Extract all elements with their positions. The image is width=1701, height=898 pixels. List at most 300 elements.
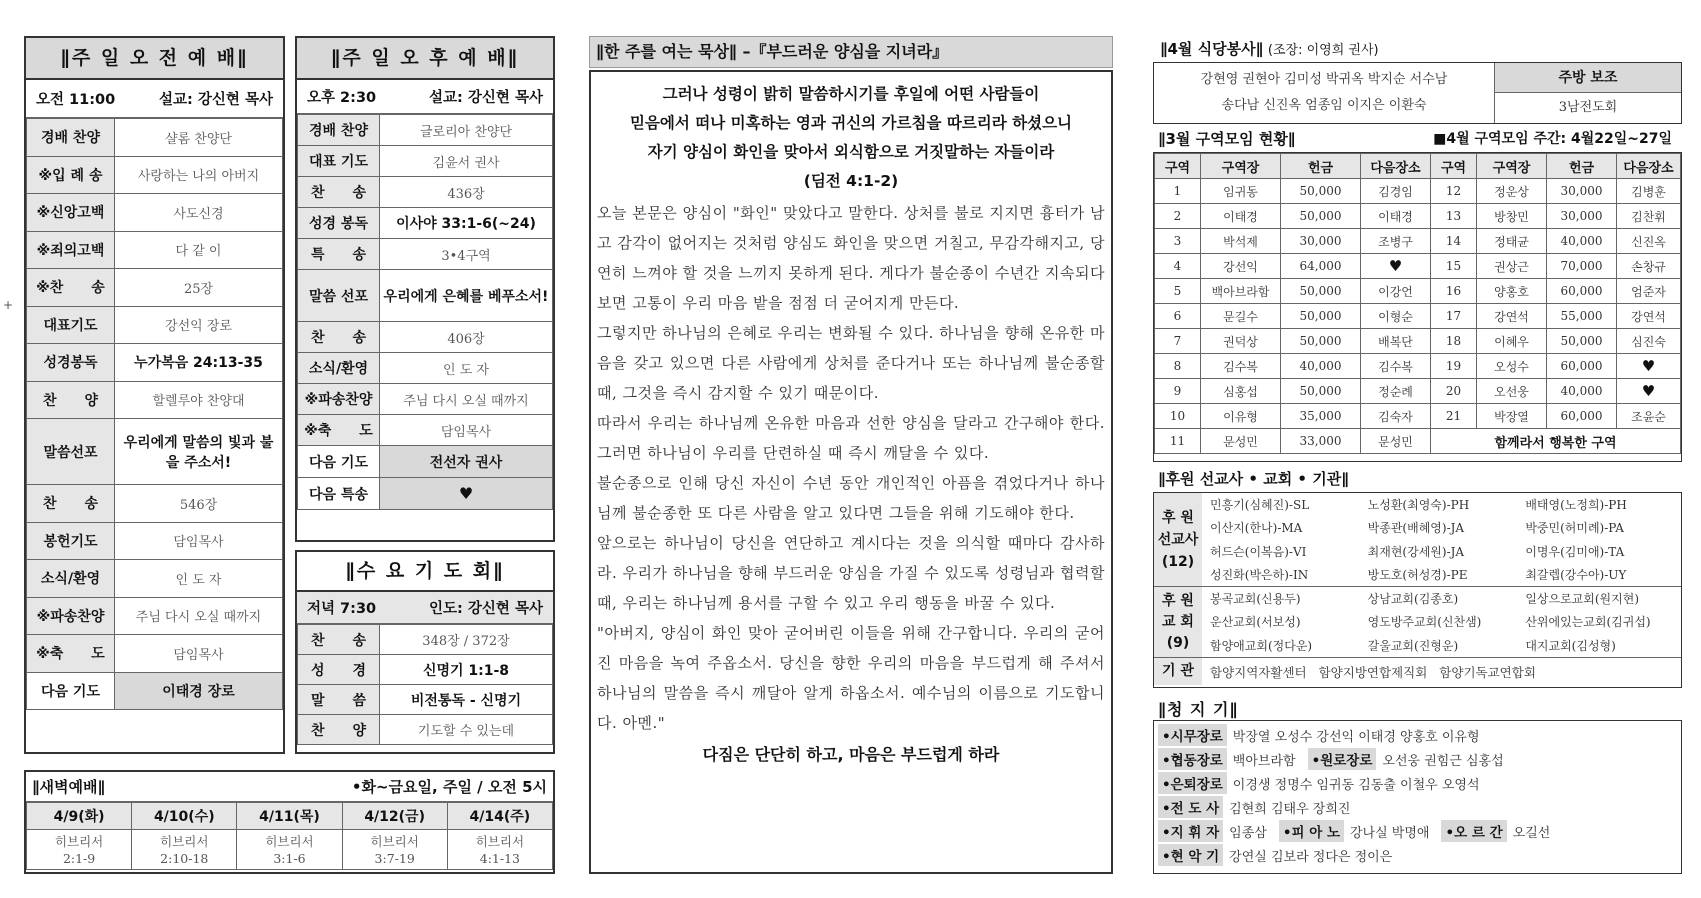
morning-order-value: 담임목사 (115, 635, 283, 673)
missionary-row (1208, 493, 1681, 516)
dawn-date: 4/12(금) (342, 803, 447, 830)
scripture-line: 믿음에서 떠나 미혹하는 영과 귀신의 가르침을 따르리라 하셨으니 (629, 114, 1073, 132)
district-cell: 55,000 (1547, 304, 1617, 329)
district-cell: 50,000 (1281, 379, 1361, 404)
org-label: 기 관 (1154, 658, 1202, 685)
morning-order-value: 사랑하는 나의 아버지 (115, 156, 283, 194)
district-cell: 정순례 (1361, 379, 1431, 404)
district-cell: 김병훈 (1617, 179, 1681, 204)
morning-order-label: ※신앙고백 (27, 194, 115, 232)
wednesday-title: ∥수 요 기 도 회∥ (297, 552, 553, 592)
staff-row (1158, 747, 1677, 771)
district-cell: 40,000 (1547, 229, 1617, 254)
district-cell: 조병구 (1361, 229, 1431, 254)
dawn-reading (237, 830, 342, 870)
district-cell: 권상근 (1477, 254, 1547, 279)
district-cell: 박석제 (1201, 229, 1281, 254)
district-cell: 임귀동 (1201, 179, 1281, 204)
district-cell: 18 (1431, 329, 1477, 354)
church-entry: 산위에있는교회(김귀섭) (1525, 615, 1651, 630)
meditation-paragraph: 오늘 본문은 양심이 "화인" 맞았다고 말한다. 상처를 불로 지지면 흉터가 남고 감각이 없어지는 것처럼 양심도 화인을 맞으면 거칠고, 무감각해지고, 당연히 느껴야 할 것을 느끼지 못하게 된다. 게다가 불순종이 수년간 지속되다 보면 고통이 우리 마음 밭을 점점 더 굳어지게 만든다. (597, 204, 1105, 312)
dawn-verse: 3:1-6 (273, 850, 306, 866)
district-cell: 이강언 (1361, 279, 1431, 304)
district-cell: 배복단 (1361, 329, 1431, 354)
missionary-entry: 배태영(노정희)-PH (1525, 498, 1627, 513)
support-panel (1153, 492, 1682, 688)
district-header-cell: 헌금 (1281, 154, 1361, 179)
district-header (1158, 128, 1682, 149)
district-cell: 13 (1431, 204, 1477, 229)
afternoon-worship-panel (295, 36, 555, 542)
support-title: ∥후원 선교사 • 교회 • 기관∥ (1158, 470, 1349, 488)
district-header-cell: 다음장소 (1617, 154, 1681, 179)
staff-names: 오길선 (1512, 825, 1551, 841)
staff-names: 이경생 정명수 임귀동 김동출 이철우 오영석 (1232, 777, 1480, 793)
district-cell: 16 (1431, 279, 1477, 304)
district-cell: 60,000 (1547, 279, 1617, 304)
dawn-date: 4/14(주) (447, 803, 552, 830)
meditation-closing: 다짐은 단단히 하고, 마음은 부드럽게 하라 (702, 745, 1000, 764)
kitchen-assist-value: 3남전도회 (1558, 100, 1618, 115)
district-row (1155, 254, 1681, 279)
church-entry: 운산교회(서보성) (1210, 615, 1301, 630)
district-row (1155, 279, 1681, 304)
district-cell: 강선익 (1201, 254, 1281, 279)
district-cell: 김찬휘 (1617, 204, 1681, 229)
church-entry: 일상으로교회(원지현) (1525, 592, 1640, 607)
morning-time: 오전 11:00 (36, 92, 116, 108)
afternoon-order-value: 김윤서 권사 (380, 146, 553, 177)
dawn-schedule: •화~금요일, 주일 / 오전 5시 (351, 778, 547, 796)
staff-row (1158, 723, 1677, 747)
afternoon-order-label: 찬 송 (298, 322, 380, 353)
morning-order-value: 담임목사 (115, 522, 283, 560)
dawn-reading (27, 830, 132, 870)
district-note: 함께라서 행복한 구역 (1431, 429, 1681, 454)
district-cell: 이형순 (1361, 304, 1431, 329)
district-cell: 이태경 (1361, 204, 1431, 229)
staff-role: •원로장로 (1308, 748, 1377, 770)
district-cell: 50,000 (1281, 179, 1361, 204)
district-cell: 70,000 (1547, 254, 1617, 279)
district-header-cell: 구역 (1431, 154, 1477, 179)
staff-role: •피 아 노 (1279, 820, 1344, 842)
afternoon-order-row (298, 177, 553, 208)
afternoon-order-value: 436장 (380, 177, 553, 208)
missionary-entry: 박중민(허미례)-PA (1525, 521, 1624, 536)
kitchen-assist (1495, 63, 1681, 123)
kitchen-names (1154, 63, 1495, 123)
district-row (1155, 204, 1681, 229)
district-cell: 30,000 (1281, 229, 1361, 254)
district-row (1155, 379, 1681, 404)
morning-order-label: 찬 송 (27, 485, 115, 523)
afternoon-order-label: 경배 찬양 (298, 115, 380, 146)
missionary-entry: 최재현(강세원)-JA (1367, 544, 1465, 559)
morning-order-label: 경배 찬양 (27, 119, 115, 157)
morning-order-row (27, 119, 283, 157)
staff-names: 김현희 김태우 장희진 (1229, 801, 1351, 817)
wednesday-order-row (298, 625, 553, 655)
morning-order-row (27, 156, 283, 194)
afternoon-order-value: 담임목사 (380, 415, 553, 446)
wednesday-order-label: 성 경 (298, 655, 380, 685)
district-cell: 권덕상 (1201, 329, 1281, 354)
missionary-label: 후 원 선교사 (12) (1154, 493, 1202, 586)
district-cell: 33,000 (1281, 429, 1361, 454)
kitchen-panel (1153, 62, 1682, 124)
missionary-entry: 이명우(김미애)-TA (1525, 544, 1625, 559)
district-cell: 2 (1155, 204, 1201, 229)
district-cell: 50,000 (1281, 329, 1361, 354)
district-cell: 이유형 (1201, 404, 1281, 429)
wednesday-order-value: 기도할 수 있는데 (380, 715, 553, 745)
morning-preacher: 설교: 강신현 목사 (159, 92, 273, 108)
dawn-book: 히브리서 (475, 833, 525, 849)
afternoon-order-row (298, 384, 553, 415)
wednesday-prayer-panel (295, 550, 555, 754)
afternoon-order-label: ※파송찬양 (298, 384, 380, 415)
meditation-paragraph: 그렇지만 하나님의 은혜로 우리는 변화될 수 있다. 하나님을 향해 온유한 마음을 갖고 있으면 다른 사람에게 상처를 준다거나 또는 하나님께 불순종할 때, 그것을 즉시 감지할 수 있기 때문이다. (597, 324, 1105, 402)
staff-names: 임종삼 (1229, 825, 1267, 841)
church-row (1208, 587, 1681, 610)
district-cell: 문성민 (1361, 429, 1431, 454)
morning-order-value: 할렐루야 찬양대 (115, 381, 283, 419)
kitchen-names-line1: 강현영 권현아 김미성 박귀옥 박지순 서수남 (1200, 72, 1448, 87)
kitchen-assist-label: 주방 보조 (1495, 63, 1681, 93)
afternoon-order-label: 소식/환영 (298, 353, 380, 384)
next-special-label: 다음 특송 (298, 478, 380, 510)
meditation-scripture (591, 72, 1111, 196)
afternoon-order-label: 찬 송 (298, 177, 380, 208)
afternoon-order-row (298, 208, 553, 239)
afternoon-time: 오후 2:30 (307, 90, 377, 106)
missionary-row (1208, 563, 1681, 586)
wednesday-order-label: 찬 송 (298, 625, 380, 655)
morning-order-label: ※입 례 송 (27, 156, 115, 194)
afternoon-order-value: 주님 다시 오실 때까지 (380, 384, 553, 415)
district-header-cell: 다음장소 (1361, 154, 1431, 179)
staff-names: 오선웅 권힘근 심홍섭 (1382, 753, 1504, 769)
district-cell: 김수복 (1361, 354, 1431, 379)
district-cell: 신진옥 (1617, 229, 1681, 254)
morning-order-label: 대표기도 (27, 306, 115, 344)
church-table (1208, 587, 1681, 657)
morning-order-label: 말씀선포 (27, 419, 115, 485)
district-cell: 정운상 (1477, 179, 1547, 204)
morning-order-label: 소식/환영 (27, 560, 115, 598)
margin-mark: + (3, 298, 14, 312)
district-last-row (1155, 429, 1681, 454)
afternoon-worship-time-row (297, 80, 553, 114)
church-entry: 갈울교회(진형운) (1367, 638, 1459, 653)
wednesday-order-row (298, 655, 553, 685)
org-entry: 함양지역자활센터 (1210, 664, 1307, 680)
staff-title: ∥청 지 기∥ (1158, 700, 1239, 719)
morning-order-row (27, 194, 283, 232)
district-cell: 김수복 (1201, 354, 1281, 379)
afternoon-order-row (298, 270, 553, 322)
morning-order-value: 강선익 장로 (115, 306, 283, 344)
district-cell: 40,000 (1547, 379, 1617, 404)
afternoon-order-value: 우리에게 은혜를 베푸소서! (380, 270, 553, 322)
district-period: ■4월 구역모임 주간: 4월22일~27일 (1433, 131, 1672, 147)
district-header-cell: 구역장 (1477, 154, 1547, 179)
missionary-entry: 최갈렙(강수아)-UY (1525, 567, 1627, 582)
org-section (1154, 658, 1681, 685)
district-cell: 11 (1155, 429, 1201, 454)
morning-order-row (27, 231, 283, 269)
district-cell: 20 (1431, 379, 1477, 404)
missionary-section (1154, 493, 1681, 587)
meditation-panel (589, 70, 1113, 874)
church-entry: 대지교회(김성형) (1525, 638, 1616, 653)
district-cell: 7 (1155, 329, 1201, 354)
morning-order-value: 샬롬 찬양단 (115, 119, 283, 157)
dawn-reading (447, 830, 552, 870)
missionary-entry: 이산지(한나)-MA (1210, 521, 1303, 536)
staff-row (1158, 843, 1677, 867)
afternoon-order-label: 성경 봉독 (298, 208, 380, 239)
dawn-verse: 3:7-19 (374, 850, 415, 866)
district-cell: 문길수 (1201, 304, 1281, 329)
district-cell: 30,000 (1547, 179, 1617, 204)
wednesday-order-value: 신명기 1:1-8 (380, 655, 553, 685)
morning-order-label: 찬 양 (27, 381, 115, 419)
morning-next-prayer-row (27, 672, 283, 710)
district-cell: 6 (1155, 304, 1201, 329)
church-entry: 봉곡교회(신용두) (1210, 592, 1301, 607)
staff-panel (1153, 720, 1682, 874)
meditation-paragraph: 앞으로는 하나님이 당신을 연단하고 계시다는 것을 의식할 때마다 감사하라. 우리가 하나님을 향해 부드러운 양심을 가질 수 있도록 성령님과 협력할 때, 우리는 하나님께 용서를 구할 수 있고 우리 행동을 바꿀 수 있다. (597, 534, 1105, 612)
scripture-line: 그러나 성령이 밝히 말씀하시기를 후일에 어떤 사람들이 (662, 85, 1040, 103)
district-cell: 조윤순 (1617, 404, 1681, 429)
district-cell: 30,000 (1547, 204, 1617, 229)
district-row (1155, 304, 1681, 329)
morning-order-row (27, 419, 283, 485)
kitchen-header (1160, 38, 1379, 59)
staff-role: •지 휘 자 (1158, 820, 1223, 842)
afternoon-order-value: 406장 (380, 322, 553, 353)
church-row (1208, 634, 1681, 657)
afternoon-order-row (298, 239, 553, 270)
meditation-title (589, 36, 1113, 68)
morning-order-label: 성경봉독 (27, 344, 115, 382)
morning-order-row (27, 560, 283, 598)
district-cell: 50,000 (1281, 279, 1361, 304)
district-cell: 백아브라함 (1201, 279, 1281, 304)
afternoon-order-row (298, 415, 553, 446)
district-row (1155, 404, 1681, 429)
district-cell: 40,000 (1281, 354, 1361, 379)
missionary-entry: 민흥기(심혜진)-SL (1210, 498, 1310, 513)
church-section (1154, 587, 1681, 658)
afternoon-order-label: 대표 기도 (298, 146, 380, 177)
church-row (1208, 610, 1681, 633)
church-entry: 상남교회(김종호) (1367, 592, 1459, 607)
district-cell: 정태균 (1477, 229, 1547, 254)
district-cell: ♥ (1617, 354, 1681, 379)
missionary-entry: 성진화(박은하)-IN (1210, 567, 1309, 582)
dawn-table (26, 802, 553, 870)
morning-order-value: 사도신경 (115, 194, 283, 232)
district-header-cell: 헌금 (1547, 154, 1617, 179)
morning-order-label: 봉헌기도 (27, 522, 115, 560)
meditation-title-text: ∥한 주를 여는 묵상∥ –『부드러운 양심을 지녀라』 (596, 42, 949, 61)
church-label: 후 원 교 회 (9) (1154, 587, 1202, 657)
afternoon-order-value: 인 도 자 (380, 353, 553, 384)
district-header-cell: 구역장 (1201, 154, 1281, 179)
wednesday-time: 저녁 7:30 (307, 601, 377, 617)
staff-row (1158, 795, 1677, 819)
missionary-row (1208, 516, 1681, 539)
missionary-entry: 박종관(배혜영)-JA (1367, 521, 1465, 536)
morning-order-row (27, 306, 283, 344)
staff-role: •전 도 사 (1158, 796, 1223, 818)
district-row (1155, 229, 1681, 254)
morning-order-value: 다 같 이 (115, 231, 283, 269)
district-cell: 50,000 (1281, 204, 1361, 229)
morning-worship-title: ∥주 일 오 전 예 배∥ (26, 38, 283, 80)
district-cell: 60,000 (1547, 404, 1617, 429)
morning-order-label: ※파송찬양 (27, 597, 115, 635)
afternoon-order-label: ※축 도 (298, 415, 380, 446)
district-cell: 손창규 (1617, 254, 1681, 279)
dawn-worship-panel (24, 770, 555, 874)
district-cell: 60,000 (1547, 354, 1617, 379)
district-cell: 10 (1155, 404, 1201, 429)
district-cell: 오성수 (1477, 354, 1547, 379)
dawn-date: 4/11(목) (237, 803, 342, 830)
district-cell: 14 (1431, 229, 1477, 254)
afternoon-order-value: 3•4구역 (380, 239, 553, 270)
district-cell: 21 (1431, 404, 1477, 429)
next-prayer-value: 전선자 권사 (380, 446, 553, 478)
district-cell: 강연석 (1477, 304, 1547, 329)
dawn-book: 히브리서 (160, 833, 209, 849)
afternoon-order-value: 이사야 33:1-6(~24) (380, 208, 553, 239)
morning-order-label: ※축 도 (27, 635, 115, 673)
meditation-paragraph: "아버지, 양심이 화인 맞아 굳어버린 이들을 위해 간구합니다. 우리의 굳어진 마음을 녹여 주옵소서. 당신을 향한 우리의 마음을 부드럽게 해 주셔서 하나님의 말씀을 즉시 깨달아 알게 하옵소서. 예수님의 이름으로 기도합니다. 아멘." (597, 624, 1105, 732)
wednesday-time-row (297, 592, 553, 624)
staff-row (1158, 771, 1677, 795)
district-cell: 4 (1155, 254, 1201, 279)
missionary-row (1208, 540, 1681, 563)
district-cell: 이혜우 (1477, 329, 1547, 354)
wednesday-order-value: 348장 / 372장 (380, 625, 553, 655)
district-cell: 1 (1155, 179, 1201, 204)
district-row (1155, 329, 1681, 354)
next-prayer-label: 다음 기도 (298, 446, 380, 478)
district-cell: 문성민 (1201, 429, 1281, 454)
wednesday-order-table (297, 624, 553, 745)
kitchen-leader: (조장: 이영희 권사) (1267, 43, 1379, 58)
morning-order-table (26, 118, 283, 710)
morning-worship-panel (24, 36, 285, 754)
missionary-entry: 허드슨(이복음)-VI (1210, 544, 1307, 559)
morning-order-row (27, 344, 283, 382)
morning-order-row (27, 635, 283, 673)
morning-order-value: 주님 다시 오실 때까지 (115, 597, 283, 635)
district-cell: 9 (1155, 379, 1201, 404)
morning-order-label: ※찬 송 (27, 269, 115, 307)
wednesday-order-label: 찬 양 (298, 715, 380, 745)
staff-role: •시무장로 (1158, 724, 1227, 746)
wednesday-order-row (298, 685, 553, 715)
district-cell: 심홍섭 (1201, 379, 1281, 404)
dawn-book: 히브리서 (265, 833, 314, 849)
staff-row (1158, 819, 1677, 843)
district-cell: 3 (1155, 229, 1201, 254)
org-entry: 함양기독교연합회 (1439, 664, 1536, 680)
meditation-paragraph: 불순종으로 인해 당신 자신이 수년 동안 개인적인 아픔을 겪었다거나 하나님께 불순종한 또 다른 사람을 알고 있다면 그들을 위해 기도해야 한다. (597, 474, 1105, 522)
morning-order-row (27, 522, 283, 560)
district-cell: 엄준자 (1617, 279, 1681, 304)
staff-names: 강나실 박명애 (1350, 825, 1430, 841)
morning-worship-time-row (26, 80, 283, 118)
dawn-verse: 2:10-18 (160, 850, 209, 866)
staff-role: •현 악 기 (1158, 844, 1223, 866)
district-cell: 12 (1431, 179, 1477, 204)
district-cell: 50,000 (1281, 304, 1361, 329)
afternoon-order-label: 말씀 선포 (298, 270, 380, 322)
district-cell: 강연석 (1617, 304, 1681, 329)
church-entry: 함양애교회(정다운) (1210, 638, 1313, 653)
afternoon-preacher: 설교: 강신현 목사 (429, 90, 543, 106)
morning-order-value: 546장 (115, 485, 283, 523)
district-row (1155, 354, 1681, 379)
dawn-book: 히브리서 (370, 833, 419, 849)
afternoon-worship-title: ∥주 일 오 후 예 배∥ (297, 38, 553, 80)
district-cell: 35,000 (1281, 404, 1361, 429)
district-title: ∥3월 구역모임 현황∥ (1158, 130, 1296, 148)
district-cell: 8 (1155, 354, 1201, 379)
morning-order-value: 우리에게 말씀의 빛과 불을 주소서! (115, 419, 283, 485)
district-cell: ♥ (1361, 254, 1431, 279)
afternoon-order-label: 특 송 (298, 239, 380, 270)
morning-next-prayer-value: 이태경 장로 (115, 672, 283, 710)
missionary-entry: 노성환(최영숙)-PH (1367, 498, 1470, 513)
morning-order-label: ※죄의고백 (27, 231, 115, 269)
org-entry: 함양지방연합제직회 (1318, 664, 1428, 680)
dawn-date: 4/10(수) (132, 803, 237, 830)
dawn-date: 4/9(화) (27, 803, 132, 830)
morning-order-value: 25장 (115, 269, 283, 307)
morning-order-row (27, 597, 283, 635)
staff-names: 박장열 오성수 강선익 이태경 양홍호 이유형 (1232, 729, 1480, 745)
dawn-verse: 4:1-13 (479, 850, 520, 866)
district-cell: ♥ (1617, 379, 1681, 404)
wednesday-leader: 인도: 강신현 목사 (429, 601, 543, 617)
afternoon-order-row (298, 115, 553, 146)
morning-order-value: 인 도 자 (115, 560, 283, 598)
wednesday-order-value: 비전통독 - 신명기 (380, 685, 553, 715)
district-cell: 64,000 (1281, 254, 1361, 279)
dawn-header (26, 772, 553, 802)
dawn-reading (132, 830, 237, 870)
district-cell: 50,000 (1547, 329, 1617, 354)
dawn-reading (342, 830, 447, 870)
wednesday-order-label: 말 씀 (298, 685, 380, 715)
district-cell: 박장열 (1477, 404, 1547, 429)
afternoon-order-table (297, 114, 553, 510)
meditation-paragraph: 따라서 우리는 하나님께 온유한 마음과 선한 양심을 달라고 간구해야 한다. 그러면 하나님이 우리를 단련하실 때 즉시 깨달을 수 있다. (597, 414, 1105, 462)
scripture-line: (딤전 4:1-2) (803, 172, 899, 190)
org-list (1210, 663, 1548, 681)
district-cell: 양홍호 (1477, 279, 1547, 304)
meditation-body (591, 196, 1111, 740)
missionary-entry: 방도호(허성경)-PE (1367, 567, 1468, 582)
